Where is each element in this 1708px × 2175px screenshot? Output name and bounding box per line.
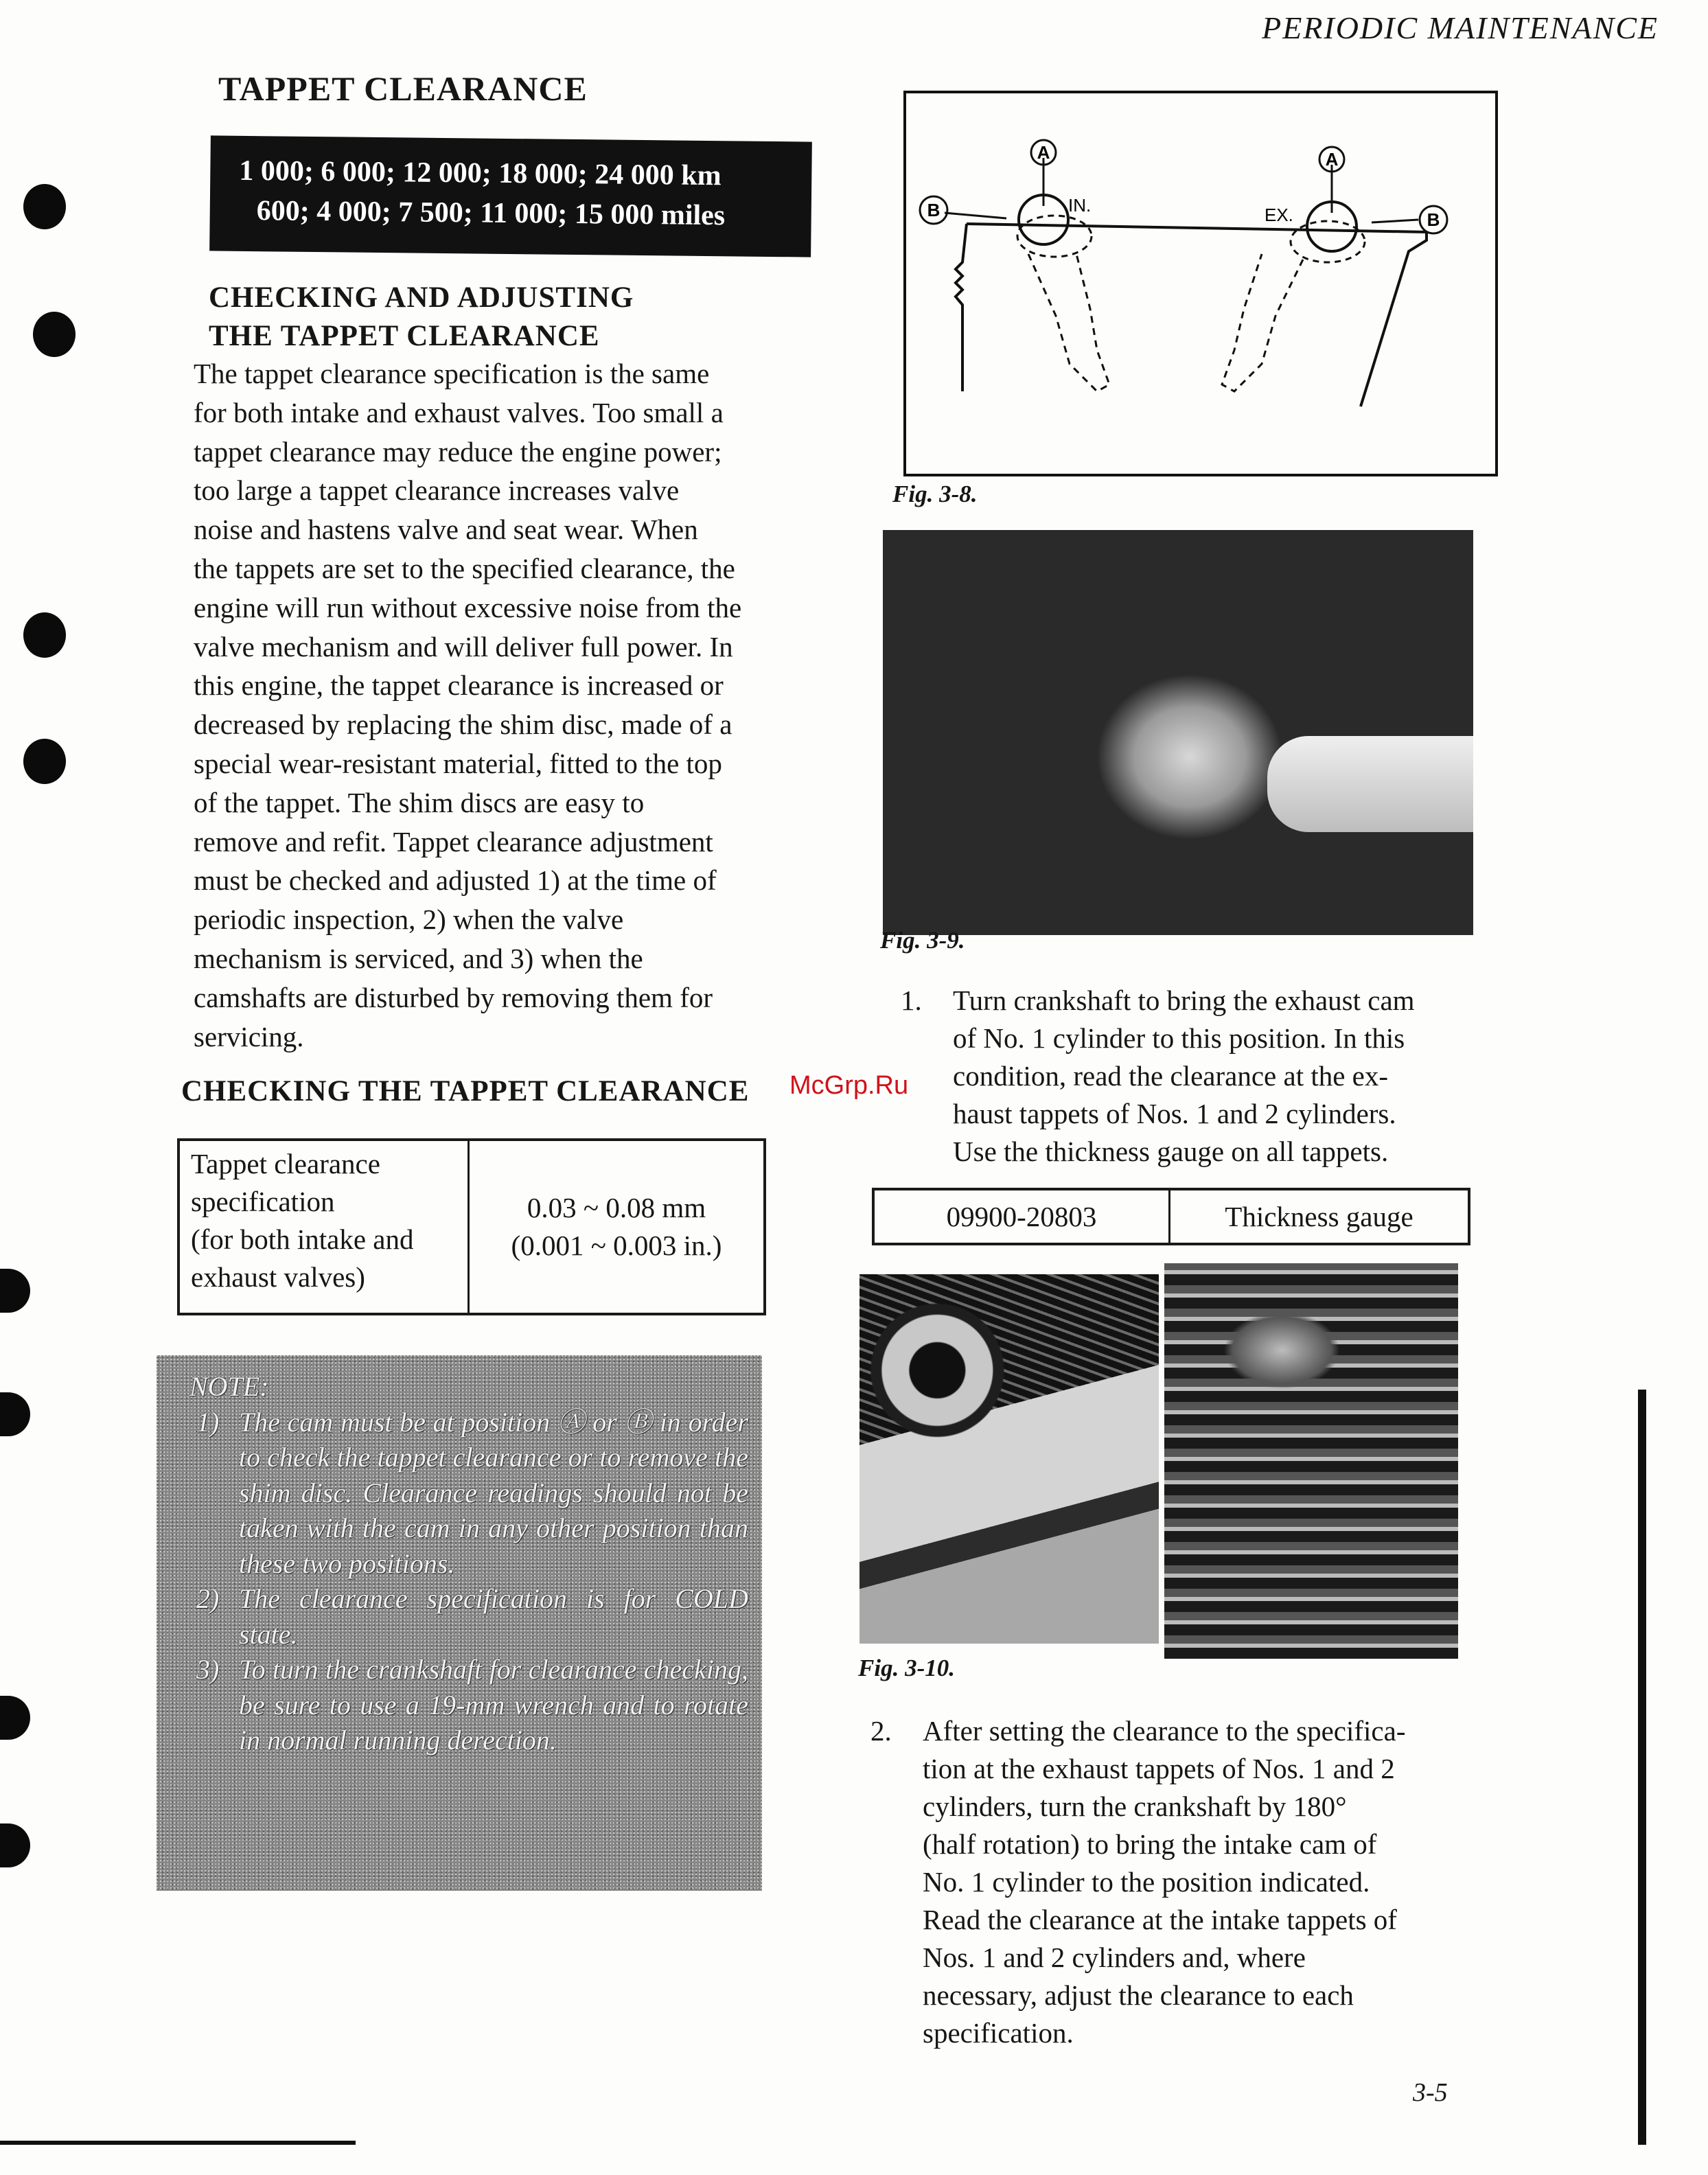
special-tool-table xyxy=(872,1188,1470,1245)
b-pointer-right xyxy=(1372,220,1418,222)
label-intake: IN. xyxy=(1068,195,1092,216)
spec-label-line: specification xyxy=(191,1186,335,1217)
binder-hole xyxy=(23,612,66,658)
binder-hole xyxy=(0,1269,30,1313)
text-line: too large a tappet clearance increases valve xyxy=(194,474,680,507)
spec-value-in: (0.001 ~ 0.003 in.) xyxy=(511,1230,722,1261)
head-left-edge xyxy=(956,224,967,391)
text-line: of No. 1 cylinder to this position. In this xyxy=(953,1022,1405,1054)
head-right-edge xyxy=(1361,232,1427,406)
note-item-number: 3) xyxy=(196,1654,220,1685)
step-text xyxy=(923,1712,1449,2052)
spec-label-cell xyxy=(180,1141,470,1313)
exhaust-cam-lobe xyxy=(1291,221,1365,262)
step-item xyxy=(870,1712,1449,2052)
section-heading-checking: CHECKING THE TAPPET CLEARANCE xyxy=(181,1075,750,1107)
text-line: special wear-resistant material, fitted to the top xyxy=(194,747,722,779)
text-line: necessary, adjust the clearance to each xyxy=(923,1979,1354,2011)
note-item-text: To turn the crankshaft for clearance checking, be sure to use a 19-mm wrench and to rotate in normal running derection. xyxy=(239,1654,748,1756)
fig-3-9-caption: Fig. 3-9. xyxy=(880,927,965,954)
intro-paragraph xyxy=(194,354,798,1056)
binder-hole xyxy=(23,184,66,229)
text-line: valve mechanism and will deliver full power. In xyxy=(194,630,733,663)
text-line: noise and hastens valve and seat wear. When xyxy=(194,514,698,546)
text-line: Nos. 1 and 2 cylinders and, where xyxy=(923,1942,1306,1973)
binder-hole xyxy=(0,1392,30,1436)
label-exhaust: EX. xyxy=(1265,205,1293,225)
text-line: tion at the exhaust tappets of Nos. 1 and 2 xyxy=(923,1753,1395,1784)
label-a-intake: A xyxy=(1037,142,1050,163)
binder-hole xyxy=(0,1823,30,1867)
interval-miles: 600; 4 000; 7 500; 11 000; 15 000 miles xyxy=(256,195,726,232)
fig-3-10-caption: Fig. 3-10. xyxy=(858,1655,955,1681)
engine-photo-fig-3-9 xyxy=(883,530,1473,935)
note-box xyxy=(157,1355,762,1891)
intake-cam-lobe xyxy=(1017,216,1092,257)
label-b-right: B xyxy=(1427,209,1440,230)
interval-banner xyxy=(209,135,812,257)
step-item xyxy=(901,982,1486,1171)
note-item xyxy=(189,1581,748,1652)
text-line: condition, read the clearance at the ex- xyxy=(953,1060,1389,1092)
text-line: After setting the clearance to the specifica- xyxy=(923,1715,1406,1747)
section-heading-adjusting xyxy=(209,279,634,356)
text-line: Use the thickness gauge on all tappets. xyxy=(953,1136,1389,1167)
exhaust-valve xyxy=(1222,254,1303,391)
text-line: The tappet clearance specification is the same xyxy=(194,358,710,389)
step-number: 1. xyxy=(901,985,922,1016)
note-item-text: The clearance specification is for COLD state. xyxy=(239,1583,748,1650)
watermark: McGrp.Ru xyxy=(789,1071,909,1100)
text-line: periodic inspection, 2) when the valve xyxy=(194,904,624,936)
spec-table xyxy=(177,1138,766,1315)
text-line: remove and refit. Tappet clearance adjustment xyxy=(194,825,713,858)
spec-value-mm: 0.03 ~ 0.08 mm xyxy=(527,1192,706,1223)
fig-3-8-caption: Fig. 3-8. xyxy=(892,481,978,507)
text-line: servicing. xyxy=(194,1020,304,1052)
page-title: TAPPET CLEARANCE xyxy=(218,69,588,108)
spec-label-line: exhaust valves) xyxy=(191,1261,365,1293)
tool-part-number: 09900-20803 xyxy=(875,1190,1170,1243)
text-line: cylinders, turn the crankshaft by 180° xyxy=(923,1791,1347,1822)
spec-label-line: (for both intake and xyxy=(191,1223,414,1255)
b-pointer-left xyxy=(945,213,1006,218)
text-line: must be checked and adjusted 1) at the time of xyxy=(194,864,717,897)
text-line: decreased by replacing the shim disc, made of a xyxy=(194,709,732,741)
hand-with-wrench xyxy=(1267,736,1473,832)
text-line: for both intake and exhaust valves. Too small a xyxy=(194,396,724,428)
intake-valve xyxy=(1028,254,1109,391)
bottom-rule xyxy=(0,2141,356,2145)
cam-position-diagram xyxy=(891,89,1503,492)
text-line: mechanism is serviced, and 3) when the xyxy=(194,942,643,974)
cam-photo-left-fig-3-10 xyxy=(859,1274,1159,1644)
label-a-exhaust: A xyxy=(1325,149,1339,170)
note-item xyxy=(189,1652,748,1758)
text-line: of the tappet. The shim discs are easy to xyxy=(194,786,645,818)
text-line: Turn crankshaft to bring the exhaust cam xyxy=(953,985,1415,1016)
text-line: haust tappets of Nos. 1 and 2 cylinders. xyxy=(953,1098,1396,1129)
note-item-text: The cam must be at position Ⓐ or Ⓑ in order to check the tappet clearance or to remove the shim disc. Clearance readings should not be taken with the cam in any other position than these two positions. xyxy=(239,1406,748,1579)
tool-name: Thickness gauge xyxy=(1225,1201,1413,1232)
page-number: 3-5 xyxy=(1413,2078,1448,2107)
cam-photo-right-fig-3-10 xyxy=(1164,1263,1458,1659)
text-line: the tappets are set to the specified clearance, the xyxy=(194,552,735,584)
binder-hole xyxy=(0,1696,30,1740)
step-2 xyxy=(870,1712,1449,2052)
note-item xyxy=(189,1405,748,1582)
text-line: camshafts are disturbed by removing them for xyxy=(194,981,713,1013)
diagram-frame xyxy=(905,92,1497,475)
spec-label-line: Tappet clearance xyxy=(191,1148,380,1179)
text-line: specification. xyxy=(923,2017,1074,2049)
text-line: tappet clearance may reduce the engine power; xyxy=(194,435,722,468)
binder-hole xyxy=(23,739,66,784)
spec-value-cell xyxy=(470,1141,763,1313)
running-header: PERIODIC MAINTENANCE xyxy=(1262,10,1659,45)
note-title: NOTE: xyxy=(189,1371,269,1402)
text-line: No. 1 cylinder to the position indicated. xyxy=(923,1866,1370,1898)
interval-km: 1 000; 6 000; 12 000; 18 000; 24 000 km xyxy=(239,154,722,192)
label-b-left: B xyxy=(927,200,940,220)
heading-line: THE TAPPET CLEARANCE xyxy=(209,320,600,352)
text-line: this engine, the tappet clearance is increased or xyxy=(194,669,724,702)
note-item-number: 1) xyxy=(196,1406,220,1438)
heading-line: CHECKING AND ADJUSTING xyxy=(209,281,634,314)
binder-hole xyxy=(33,312,76,357)
right-edge-rule xyxy=(1638,1390,1646,2145)
note-item-number: 2) xyxy=(196,1583,220,1614)
step-text xyxy=(953,982,1486,1171)
text-line: engine will run without excessive noise from the xyxy=(194,591,742,623)
text-line: Read the clearance at the intake tappets of xyxy=(923,1904,1397,1935)
step-1 xyxy=(901,982,1486,1171)
text-line: (half rotation) to bring the intake cam of xyxy=(923,1828,1377,1860)
step-number: 2. xyxy=(870,1715,892,1747)
